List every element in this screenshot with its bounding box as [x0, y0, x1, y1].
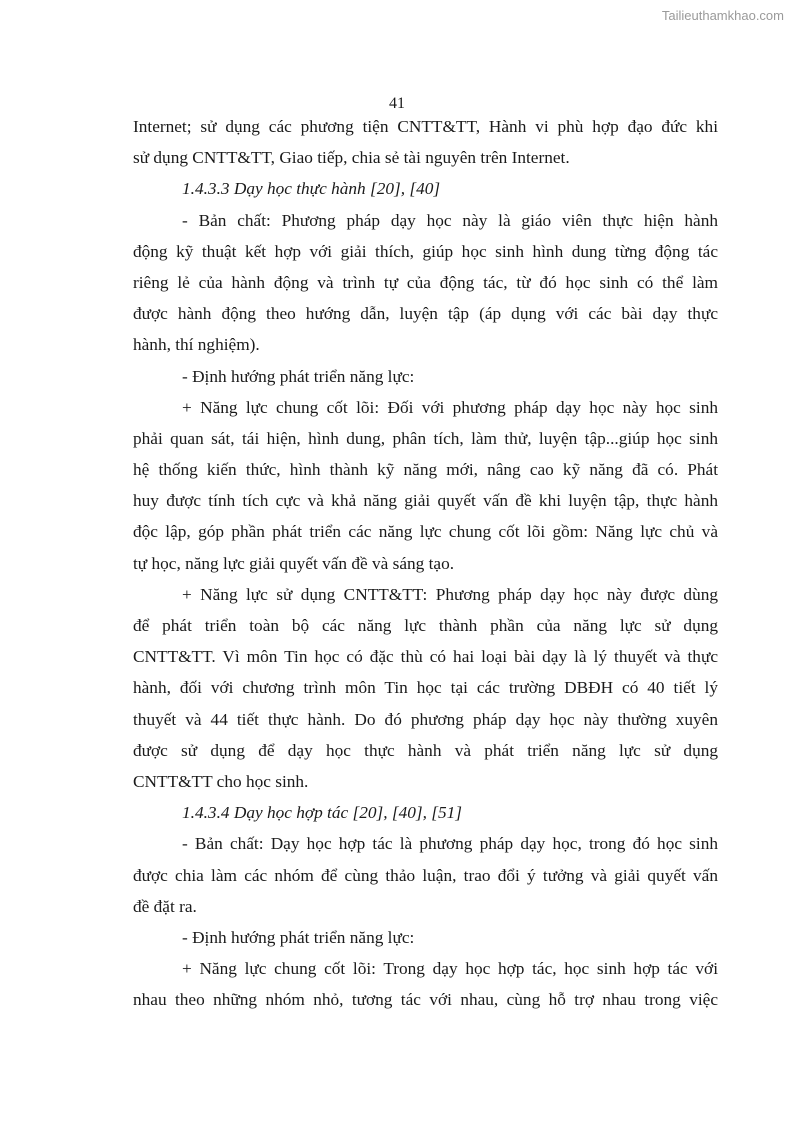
- section-heading: 1.4.3.4 Dạy học hợp tác [20], [40], [51]: [182, 803, 462, 823]
- text-line: sử dụng CNTT&TT, Giao tiếp, chia sẻ tài nguyên trên Internet.: [133, 148, 570, 168]
- text-line: hành, thí nghiệm).: [133, 335, 260, 355]
- text-line: phải quan sát, tái hiện, hình dung, phân tích, làm thử, luyện tập...giúp học sinh: [133, 428, 718, 448]
- text-line: độc lập, góp phần phát triển các năng lực chung cốt lõi gồm: Năng lực chủ và: [133, 522, 718, 542]
- watermark: Tailieuthamkhao.com: [661, 8, 784, 23]
- text-line: đề đặt ra.: [133, 896, 197, 916]
- text-line: động kỹ thuật kết hợp với giải thích, giúp học sinh hình dung từng động tác: [133, 241, 718, 261]
- text-line: được sử dụng để dạy học thực hành và phát triển năng lực sử dụng: [133, 740, 718, 760]
- text-line: CNTT&TT. Vì môn Tin học có đặc thù có hai loại bài dạy là lý thuyết và thực: [133, 647, 718, 667]
- text-line: được hành động theo hướng dẫn, luyện tập (áp dụng với các bài dạy thực: [133, 304, 718, 324]
- text-line: hành, đối với chương trình môn Tin học tại các trường DBĐH có 40 tiết lý: [133, 678, 718, 698]
- text-line: + Năng lực chung cốt lõi: Trong dạy học hợp tác, học sinh hợp tác với: [182, 959, 718, 979]
- text-line: - Bản chất: Phương pháp dạy học này là giáo viên thực hiện hành: [182, 210, 718, 230]
- text-line: riêng lẻ của hành động và trình tự của động tác, từ đó học sinh có thể làm: [133, 272, 718, 292]
- text-line: được chia làm các nhóm để cùng thảo luận, trao đổi ý tưởng và giải quyết vấn: [133, 865, 718, 885]
- text-line: huy được tính tích cực và khả năng giải quyết vấn đề khi luyện tập, thực hành: [133, 491, 718, 511]
- text-line: nhau theo những nhóm nhỏ, tương tác với nhau, cùng hỗ trợ nhau trong việc: [133, 990, 718, 1010]
- text-line: - Định hướng phát triển năng lực:: [182, 927, 415, 947]
- text-line: + Năng lực chung cốt lõi: Đối với phương pháp dạy học này học sinh: [182, 397, 718, 417]
- text-line: + Năng lực sử dụng CNTT&TT: Phương pháp dạy học này được dùng: [182, 584, 718, 604]
- text-line: Internet; sử dụng các phương tiện CNTT&TT, Hành vi phù hợp đạo đức khi: [133, 117, 718, 136]
- text-line: thuyết và 44 tiết thực hành. Do đó phương pháp dạy học này thường xuyên: [133, 709, 718, 729]
- text-line: - Định hướng phát triển năng lực:: [182, 366, 415, 386]
- page-body: [133, 111, 718, 1015]
- text-line: để phát triển toàn bộ các năng lực thành phần của năng lực sử dụng: [133, 616, 718, 635]
- text-line: hệ thống kiến thức, hình thành kỹ năng mới, nâng cao kỹ năng đã có. Phát: [133, 460, 718, 480]
- text-line: tự học, năng lực giải quyết vấn đề và sáng tạo.: [133, 553, 455, 573]
- section-heading: 1.4.3.3 Dạy học thực hành [20], [40]: [182, 179, 441, 199]
- page-number: 41: [389, 95, 405, 112]
- text-line: CNTT&TT cho học sinh.: [133, 771, 309, 791]
- text-line: - Bản chất: Dạy học hợp tác là phương pháp dạy học, trong đó học sinh: [182, 834, 718, 854]
